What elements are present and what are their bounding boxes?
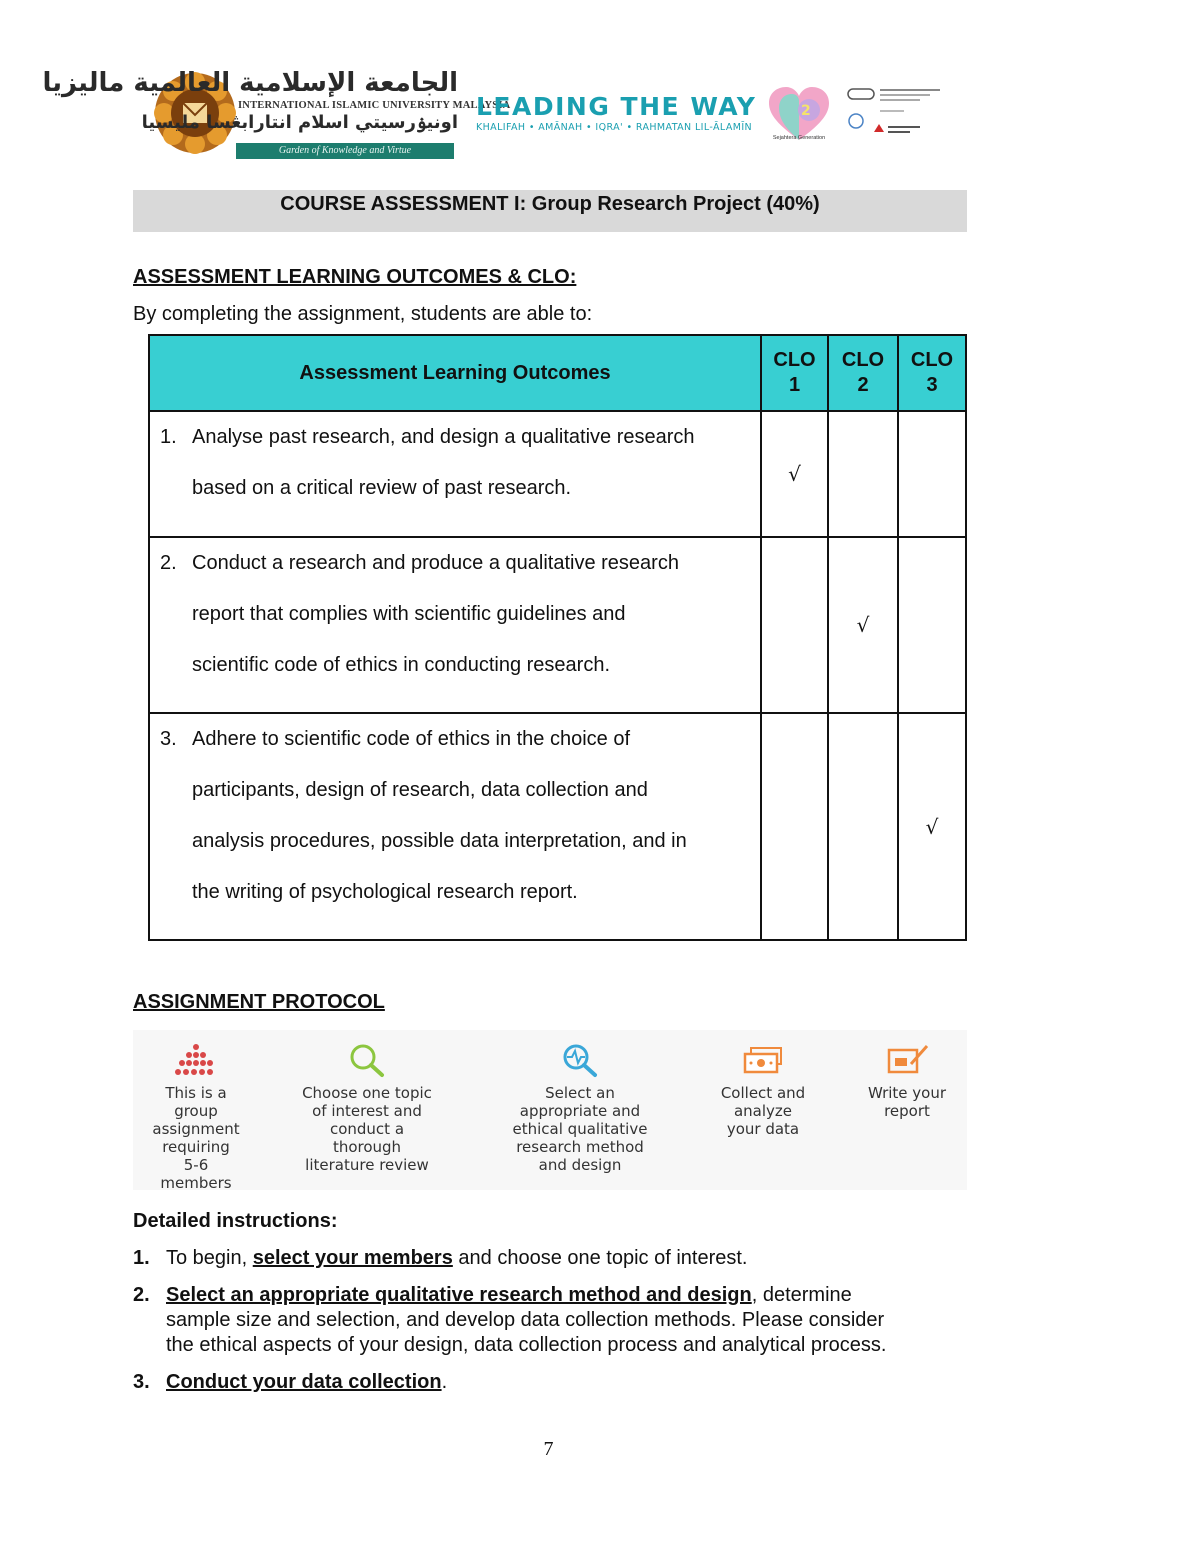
clo-3-check: √ — [898, 713, 966, 940]
magnifier-pulse-icon — [557, 1042, 603, 1078]
header-clo-3: CLO 3 — [898, 335, 966, 411]
outcomes-heading: ASSESSMENT LEARNING OUTCOMES & CLO: — [133, 266, 577, 288]
group-icon — [173, 1042, 219, 1078]
protocol-step-1: This is a group assignment requiring 5-6 members — [133, 1030, 259, 1192]
table-header-row — [149, 335, 966, 411]
slogan: LEADING THE WAY — [476, 92, 757, 121]
header-clo-2: CLO 2 — [828, 335, 898, 411]
heart-logo — [767, 86, 831, 142]
clo-table — [148, 334, 967, 941]
clo-3-check — [898, 537, 966, 713]
clo-1-check — [761, 713, 828, 940]
protocol-heading: ASSIGNMENT PROTOCOL — [133, 991, 385, 1013]
university-arabic-name: الجامعة الإسلامية العالمية ماليزيا — [42, 68, 458, 98]
protocol-infographic — [133, 1030, 967, 1190]
page-number: 7 — [543, 1438, 554, 1460]
instruction-item-3: 3. Conduct your data collection. — [133, 1371, 448, 1393]
header-outcomes: Assessment Learning Outcomes — [149, 335, 761, 411]
university-english-name: INTERNATIONAL ISLAMIC UNIVERSITY MALAYSIA — [238, 100, 511, 111]
write-report-icon — [881, 1042, 933, 1078]
table-row — [149, 537, 966, 713]
assessment-title: COURSE ASSESSMENT I: Group Research Project (40%) — [133, 190, 967, 232]
instructions-heading: Detailed instructions: — [133, 1210, 338, 1232]
protocol-step-2: Choose one topic of interest and conduct a thorough literature review — [274, 1030, 460, 1174]
instruction-item-2: 2. Select an appropriate qualitative research method and design, determine sample size and selection, and develop data collection methods. Please consider the ethical aspects of your design, data collection process and analytical process. — [133, 1284, 887, 1356]
protocol-step-3: Select an appropriate and ethical qualitative research method and design — [485, 1030, 675, 1174]
values-tagline: KHALIFAH • AMĀNAH • IQRA' • RAHMATAN LIL-ĀLAMĪN — [476, 122, 753, 133]
clo-2-check — [828, 713, 898, 940]
protocol-step-5: Write your report — [846, 1030, 968, 1120]
header-clo-1: CLO 1 — [761, 335, 828, 411]
clo-2-check — [828, 411, 898, 537]
table-row — [149, 713, 966, 940]
clo-1-check: √ — [761, 411, 828, 537]
university-jawi-name: اونيۏرسيتي اسلام انتارابڠسا مليسيا — [141, 112, 458, 133]
campaign-caption: Sejahtera Generation — [772, 135, 826, 141]
university-motto: Garden of Knowledge and Virtue — [236, 143, 454, 159]
clo-1-check — [761, 537, 828, 713]
outcome-cell: 3. Adhere to scientific code of ethics in the choice of participants, design of research, data collection and analysis procedures, possible data interpretation, and in the writing of psychological research report. — [149, 713, 761, 940]
partner-logos — [846, 86, 946, 144]
data-cards-icon — [737, 1042, 789, 1078]
instruction-item-1: 1. To begin, select your members and choose one topic of interest. — [133, 1247, 748, 1269]
outcome-cell: 2. Conduct a research and produce a qualitative research report that complies with scientific guidelines and scientific code of ethics in conducting research. — [149, 537, 761, 713]
protocol-step-4: Collect and analyze your data — [692, 1030, 834, 1138]
clo-2-check: √ — [828, 537, 898, 713]
magnifier-icon — [344, 1042, 390, 1078]
clo-3-check — [898, 411, 966, 537]
table-row — [149, 411, 966, 537]
outcome-cell: 1. Analyse past research, and design a qualitative research based on a critical review of past research. — [149, 411, 761, 537]
svg-text:2: 2 — [801, 103, 811, 119]
outcomes-intro: By completing the assignment, students are able to: — [133, 303, 593, 325]
